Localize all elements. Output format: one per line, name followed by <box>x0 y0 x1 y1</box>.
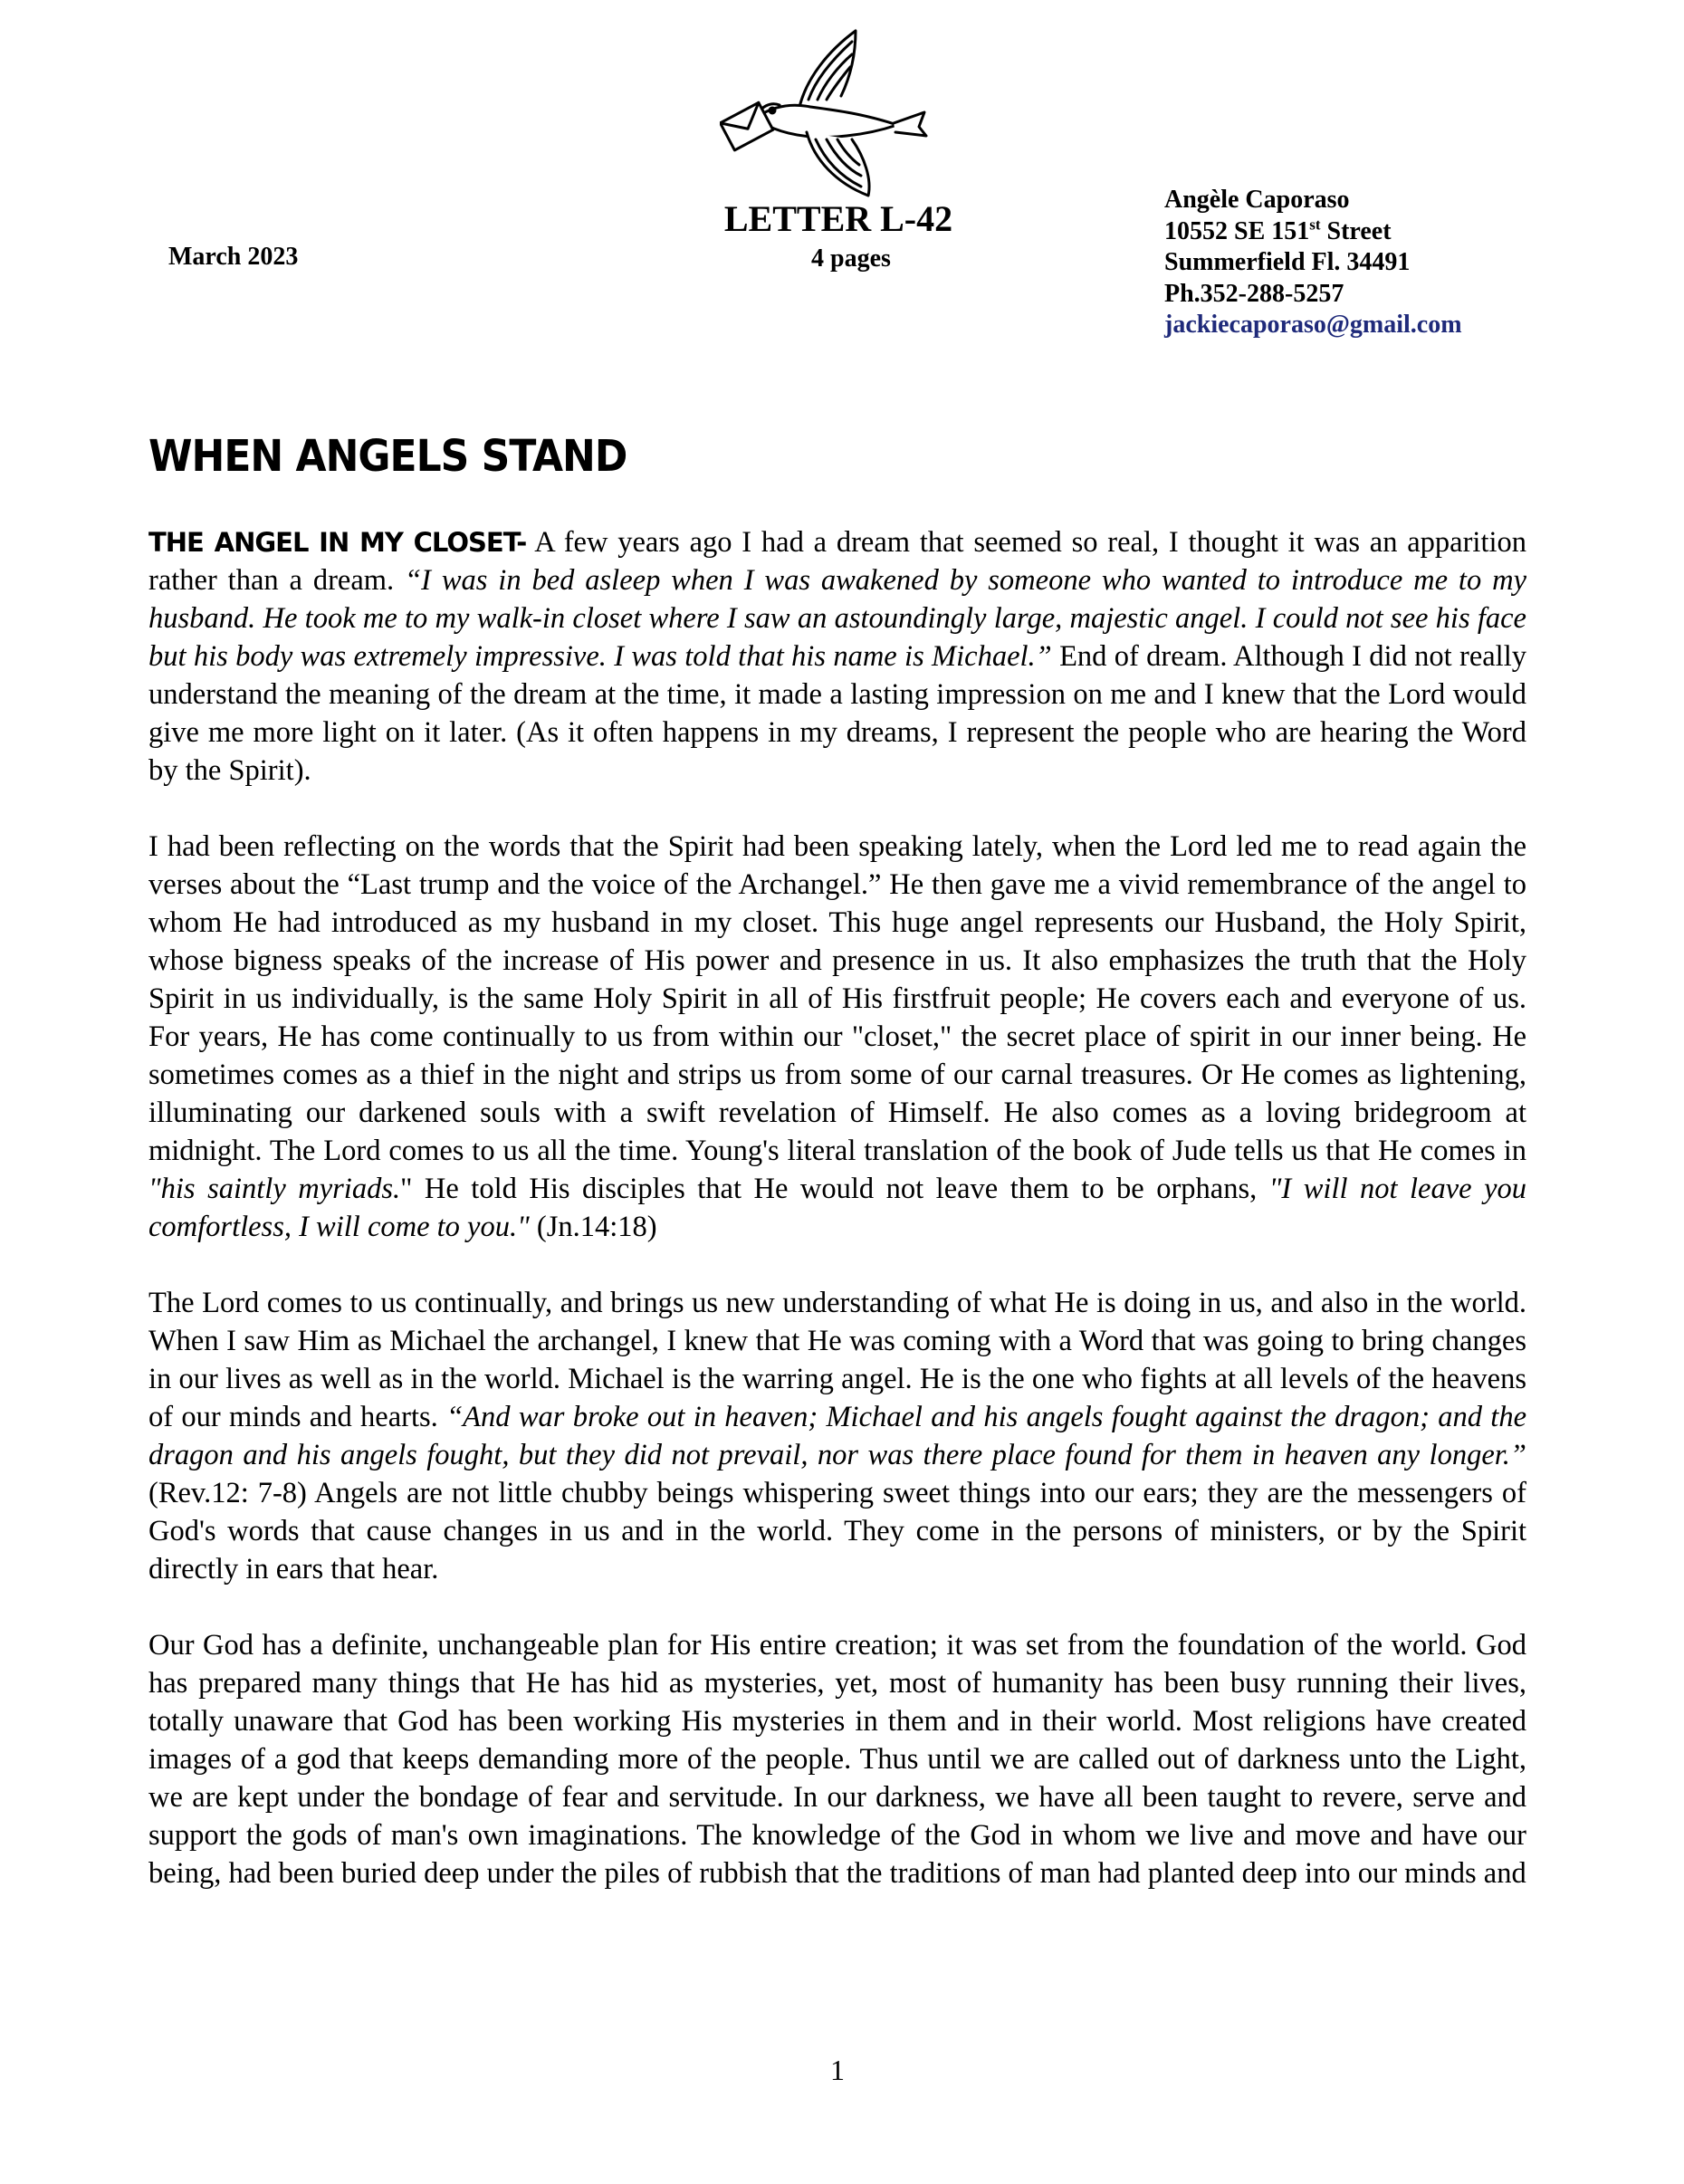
sender-city: Summerfield Fl. 34491 <box>1164 248 1411 276</box>
street-number: 10552 SE 151 <box>1164 216 1310 245</box>
page-number: 1 <box>830 2054 845 2086</box>
sender-address <box>1164 185 1462 341</box>
paragraph-text: End of dream. Although I did not really understand the meaning of the dream at the time, it made a lasting impression on me and I knew that the Lord would give me more light on it later. (As it often happens in my dreams, I represent the people who are hearing the Word by the Spirit). <box>148 640 1526 787</box>
paragraph-text: " He told His disciples that He would not leave them to be orphans, <box>400 1173 1269 1205</box>
paragraph-text: A few years ago I had a dream that seemed so real, I thought it was an apparition rather than a dream. <box>148 526 1526 597</box>
letter-title: LETTER L-42 <box>723 198 953 239</box>
paragraph-text: I had been reflecting on the words that the Spirit had been speaking lately, when the Lord led me to read again the verses about the “Last trump and the voice of the Archangel.” He then gave me a vivid remembrance of the angel to whom He had introduced as my husband in my closet. This huge angel represents our Husband, the Holy Spirit, whose bigness speaks of the increase of His power and presence in us. It also emphasizes the truth that the Holy Spirit in us individually, is the same Holy Spirit in all of His firstfruit people; He covers each and everyone of us. For years, He has come continually to us from within our "closet," the secret place of spirit in our inner being. He sometimes comes as a thief in the night and strips us from some of our carnal treasures. Or He comes as lightening, illuminating our darkened souls with a swift revelation of Himself. He also comes as a loving bridegroom at midnight. The Lord comes to us all the time. Young's literal translation of the book of Jude tells us that He comes in <box>148 830 1526 1167</box>
paragraph-3 <box>148 1284 1526 1588</box>
street-suffix: st <box>1309 216 1321 234</box>
scripture-quote: “And war broke out in heaven; Michael and his angels fought against the dragon; and the dragon and his angels fought, but they did not prevail, nor was there place found for them in heaven any longer.” <box>148 1401 1526 1471</box>
paragraph-4 <box>148 1626 1526 1892</box>
letter-body <box>148 523 1526 1930</box>
paragraph-text: The Lord comes to us continually, and brings us new understanding of what He is doing in us, and also in the world. When I saw Him as Michael the archangel, I knew that He was coming with a Word that was going to bring changes in our lives as well as in the world. Michael is the warring angel. He is the one who fights at all levels of the heavens of our minds and hearts. <box>148 1287 1526 1433</box>
sender-email-link[interactable]: jackiecaporaso@gmail.com <box>1164 311 1462 339</box>
paragraph-2 <box>148 828 1526 1246</box>
page-count: 4 pages <box>811 244 891 273</box>
section-heading: THE ANGEL IN MY CLOSET- <box>148 527 527 558</box>
dream-quote: “I was in bed asleep when I was awakened by someone who wanted to introduce me to my husband. He took me to my walk-in closet where I saw an astoundingly large, majestic angel. I could not see his face but his body was extremely impressive. I was told that his name is Michael.” <box>148 564 1526 673</box>
paragraph-1 <box>148 523 1526 790</box>
scripture-quote: "his saintly myriads. <box>148 1173 401 1205</box>
sender-phone: Ph.352-288-5257 <box>1164 279 1344 308</box>
street-name: Street <box>1320 216 1392 245</box>
sender-street <box>1164 216 1462 248</box>
paragraph-text: (Jn.14:18) <box>529 1211 657 1243</box>
dove-with-letter-icon <box>720 24 928 201</box>
main-heading: WHEN ANGELS STAND <box>148 431 627 483</box>
paragraph-text: (Rev.12: 7-8) Angels are not little chubby beings whispering sweet things into our ears; they are the messengers of God's words that cause changes in us and in the world. They come in the persons of ministers, or by the Spirit directly in ears that hear. <box>148 1477 1526 1585</box>
sender-name: Angèle Caporaso <box>1164 186 1350 214</box>
letter-date: March 2023 <box>168 243 299 271</box>
scripture-quote: "I will not leave you comfortless, I will come to you." <box>148 1173 1527 1243</box>
paragraph-text: Our God has a definite, unchangeable plan for His entire creation; it was set from the foundation of the world. God has prepared many things that He has hid as mysteries, yet, most of humanity has been busy running their lives, totally unaware that God has been working His mysteries in them and in their world. Most religions have created images of a god that keeps demanding more of the people. Thus until we are called out of darkness unto the Light, we are kept under the bondage of fear and servitude. In our darkness, we have all been taught to revere, serve and support the gods of man's own imaginations. The knowledge of the God in whom we live and move and have our being, had been buried deep under the piles of rubbish that the traditions of man had planted deep into our minds and <box>148 1629 1526 1890</box>
